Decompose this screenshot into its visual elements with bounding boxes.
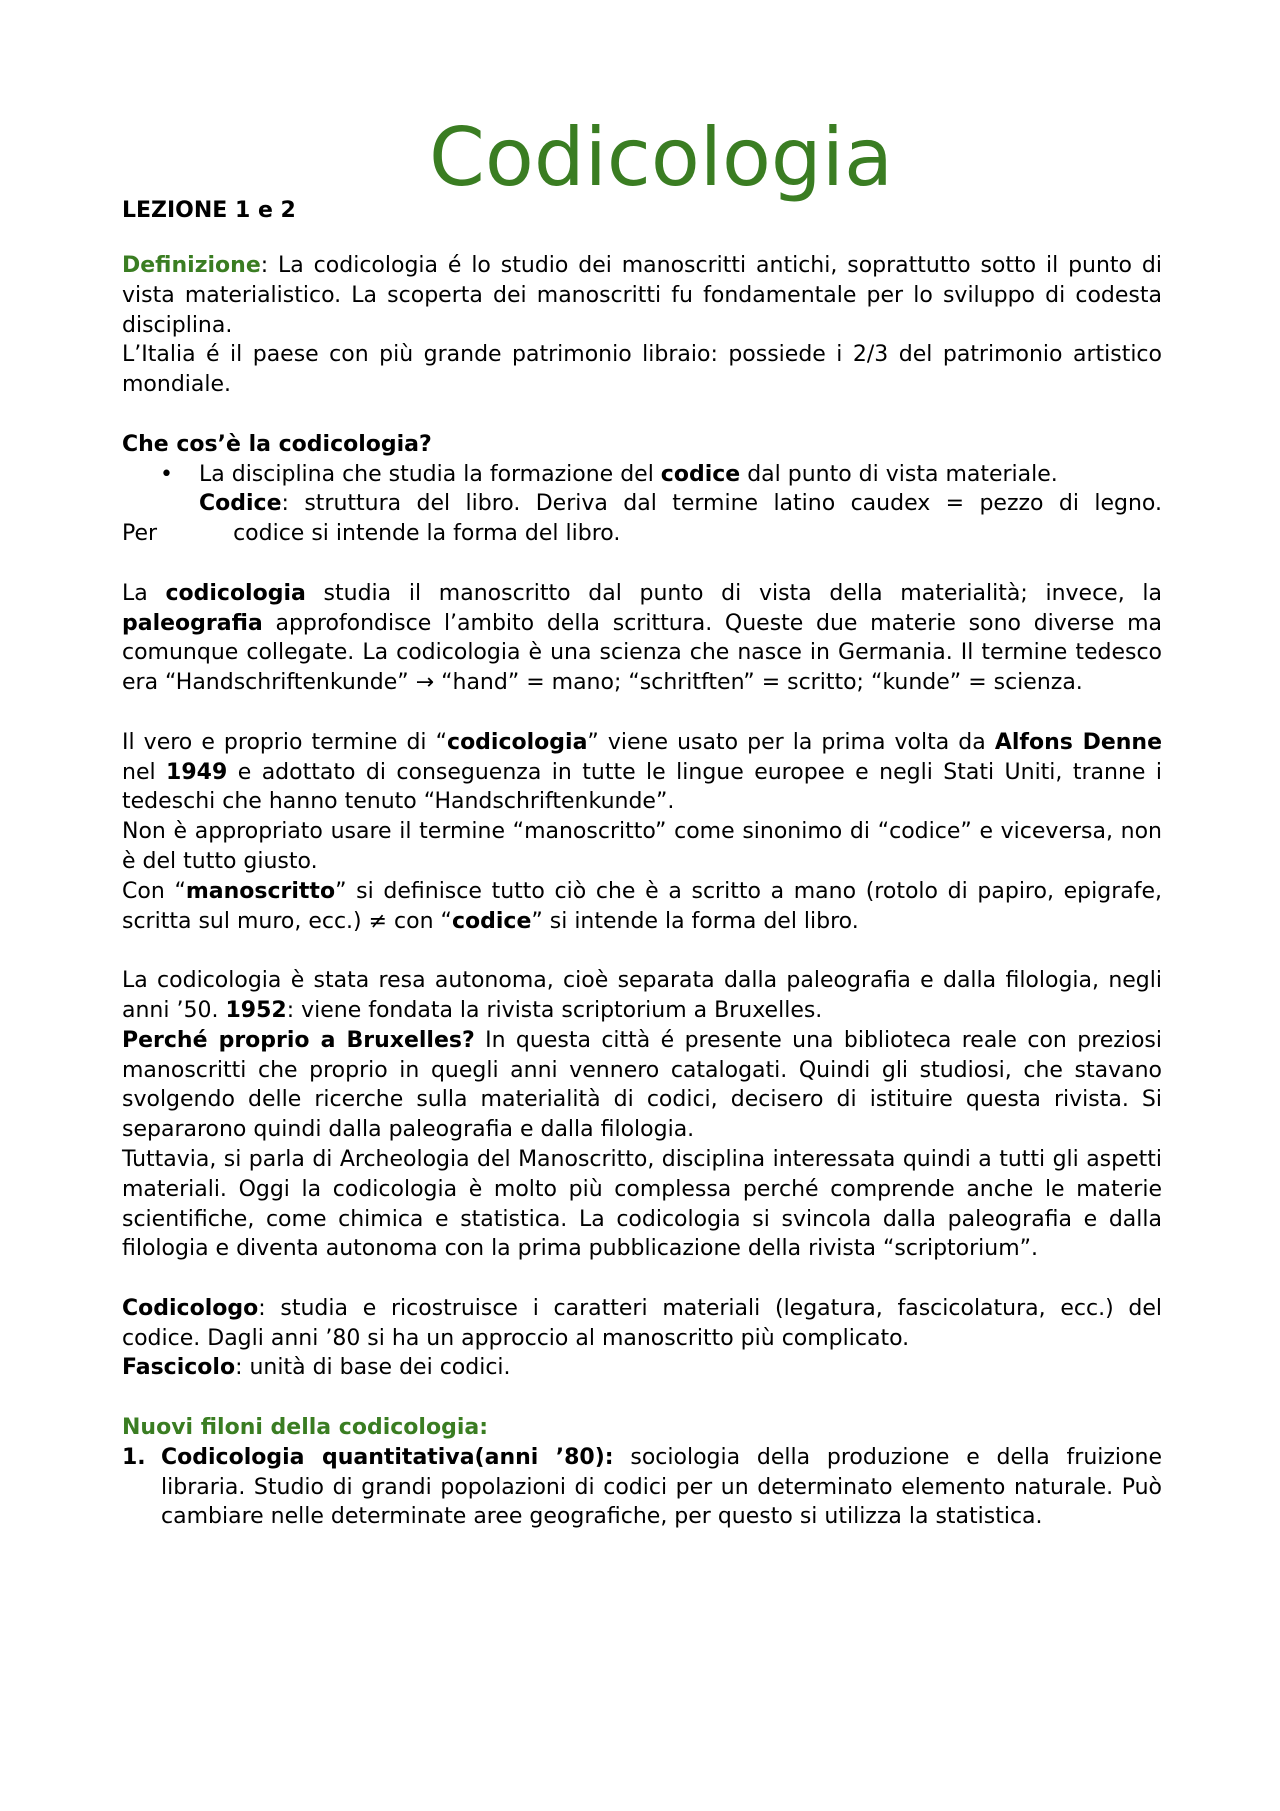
bold-run: Perché proprio a Bruxelles?	[122, 1027, 475, 1053]
bruxelles-paragraph	[122, 1026, 1162, 1145]
appropriate-paragraph: Non è appropriato usare il termine “manoscritto” come sinonimo di “codice” e viceversa, non è del tutto giusto.	[122, 819, 1162, 874]
item-number: 1.	[122, 1444, 146, 1470]
per-text: codice si intende la forma del libro.	[233, 521, 621, 547]
bold-run: 1949	[166, 759, 228, 785]
per-line	[122, 519, 1162, 549]
filoni-list	[122, 1443, 1162, 1532]
what-is-heading	[122, 430, 1162, 460]
bullet-icon: •	[160, 461, 173, 487]
text-run: ” si intende la forma del libro.	[531, 908, 859, 934]
filoni-heading-text: Nuovi filoni della codicologia:	[122, 1415, 488, 1441]
bold-run: codicologia	[165, 580, 306, 606]
italy-paragraph: L’Italia é il paese con più grande patrimonio libraio: possiede i 2/3 del patrimonio artistico mondiale.	[122, 342, 1162, 398]
text-run: approfondisce l’ambito della scrittura. Queste due materie sono diverse ma comunque collegate. La codicologia è una scienza che nasce in Germania. Il termine tedesco era “Handschriftenkunde” → “hand” = mano; “schritften” = scritto; “kunde” = scienza.	[122, 610, 1162, 696]
text-run: La	[122, 580, 166, 606]
bullet-bold: codice	[660, 461, 741, 487]
bold-run: Fascicolo	[122, 1355, 236, 1381]
codicologia-paragraph	[122, 579, 1162, 698]
text-run: : viene fondata la rivista scriptorium a Bruxelles.	[286, 997, 823, 1023]
bold-run: manoscritto	[185, 878, 336, 904]
text-run: Con “	[122, 878, 186, 904]
codice-definition	[122, 489, 1162, 519]
codice-text: : struttura del libro. Deriva dal termine latino caudex = pezzo di legno.	[281, 491, 1162, 517]
codicologo-paragraph	[122, 1294, 1162, 1354]
definition-label: Definizione	[122, 253, 261, 278]
text-run: : unità di base dei codici.	[235, 1355, 511, 1381]
item-label: Codicologia quantitativa(anni ’80):	[161, 1444, 614, 1470]
term-paragraph	[122, 728, 1162, 817]
text-run: studia il manoscritto dal punto di vista della materialità; invece, la	[305, 580, 1162, 606]
item-text: sociologia della produzione e della fruizione libraria. Studio di grandi popolazioni di codici per un determinato elemento naturale. Può cambiare nelle determinate aree geografiche, per questo si utilizza la statistica.	[161, 1444, 1162, 1530]
bold-run: paleografia	[122, 610, 263, 636]
autonomy-paragraph	[122, 966, 1162, 1026]
bullet-text-end: dal punto di vista materiale.	[740, 461, 1058, 487]
fascicolo-paragraph	[122, 1353, 1162, 1383]
bold-run: 1952	[225, 997, 287, 1023]
text-run: Il vero e proprio termine di “	[122, 729, 448, 755]
manoscritto-paragraph	[122, 877, 1162, 937]
text-run: In questa città é presente una biblioteca reale con preziosi manoscritti che proprio in quegli anni vennero catalogati. Quindi gli studiosi, che stavano svolgendo delle ricerche sulla materialità di codici, decisero di istituire questa rivista. Si separarono quindi dalla paleografia e dalla filologia.	[122, 1027, 1162, 1143]
text-run: e adottato di conseguenza in tutte le lingue europee e negli Stati Uniti, tranne i tedeschi che hanno tenuto “Handschriftenkunde”.	[122, 759, 1162, 815]
list-item	[122, 460, 1162, 490]
text-run: La codicologia è stata resa autonoma, cioè separata dalla paleografia e dalla filologia, negli anni ’50.	[122, 968, 1162, 1023]
definition-paragraph	[122, 251, 1162, 340]
text-run: ” si definisce tutto ciò che è a scritto a mano (rotolo di papiro, epigrafe, scritta sul muro, ecc.) ≠ con “	[122, 878, 1163, 934]
definition-text: : La codicologia é lo studio dei manoscritti antichi, soprattutto sotto il punto di vista materialistico. La scoperta dei manoscritti fu fondamentale per lo sviluppo di codesta disciplina.	[122, 253, 1162, 338]
bold-run: codicologia	[447, 729, 588, 755]
filoni-heading	[122, 1413, 1162, 1443]
per-word: Per	[122, 521, 158, 547]
bold-run: codice	[451, 908, 532, 934]
list-item	[122, 1443, 1162, 1532]
bullet-text: La disciplina che studia la formazione del	[199, 461, 661, 487]
text-run: nel	[122, 759, 167, 785]
text-run: ” viene usato per la prima volta da	[587, 729, 995, 755]
what-is-heading-text: Che cos’è la codicologia?	[122, 431, 432, 457]
bold-run: Codicologo	[122, 1295, 259, 1321]
archeologia-paragraph: Tuttavia, si parla di Archeologia del Manoscritto, disciplina interessata quindi a tutti gli aspetti materiali. Oggi la codicologia è molto più complessa perché comprende anche le materie scientifiche, come chimica e statistica. La codicologia si svincola dalla paleografia e dalla filologia e diventa autonoma con la prima pubblicazione della rivista “scriptorium”.	[122, 1146, 1162, 1262]
lesson-heading: LEZIONE 1 e 2	[122, 198, 296, 223]
codice-label: Codice	[199, 491, 282, 517]
document-page	[122, 111, 1163, 1532]
bold-run: Alfons Denne	[994, 729, 1163, 755]
text-run: : studia e ricostruisce i caratteri materiali (legatura, fascicolatura, ecc.) del codice. Dagli anni ’80 si ha un approccio al manoscritto più complicato.	[122, 1295, 1162, 1351]
document-title: Codicologia	[429, 111, 893, 204]
